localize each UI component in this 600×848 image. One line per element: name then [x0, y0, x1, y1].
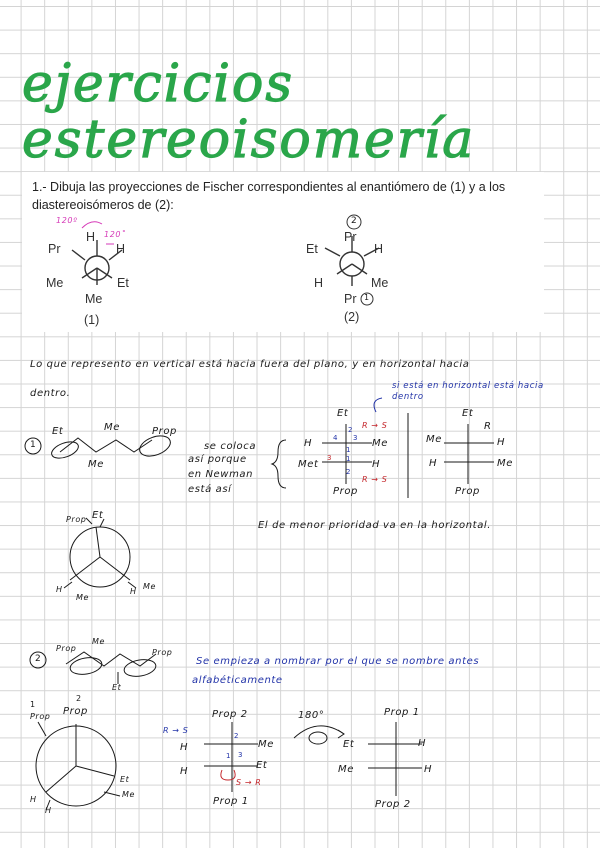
f1b-right-top: H: [497, 437, 506, 448]
n2-two: 2: [76, 694, 82, 703]
f2a-bottom: Prop 1: [213, 796, 249, 807]
n2-me: Me: [122, 790, 136, 799]
f1a-right-top: Me: [372, 438, 388, 449]
n1-et: Et: [92, 510, 104, 521]
mol2-me: Me: [371, 276, 389, 290]
part1-number: 1: [30, 440, 37, 450]
f2b-left-top: Et: [343, 739, 355, 750]
side-note-1: si está en horizontal está hacia: [392, 381, 544, 391]
part2-number: 2: [35, 654, 42, 664]
f2b-right-top: H: [418, 738, 427, 749]
side-note-2: dentro: [392, 392, 424, 402]
part1-zig-prop: Prop: [152, 426, 178, 437]
f2a-rs: R → S: [163, 726, 189, 735]
mol2-pr-top: Pr: [344, 230, 357, 244]
f1b-r: R: [484, 421, 492, 432]
mol1-label: (1): [84, 313, 100, 327]
f1a-top: Et: [337, 408, 349, 419]
mol1-angle-a: 120º: [56, 216, 78, 225]
mol1-me-bottom: Me: [85, 292, 103, 306]
part2-zig-prop-left: Prop: [56, 644, 77, 653]
f2a-n1: 1: [226, 752, 232, 760]
f2b-top: Prop 1: [384, 707, 420, 718]
n1-h-right: H: [130, 587, 137, 596]
f1b-right-bottom: Me: [497, 458, 513, 469]
part2-zig-prop-right: Prop: [152, 648, 173, 657]
f1a-n1: 2: [348, 426, 354, 434]
n1-prop: Prop: [66, 515, 87, 524]
f2b-right-bottom: H: [424, 764, 433, 775]
n2-h1: H: [30, 795, 37, 804]
mol1-et: Et: [117, 276, 129, 290]
f2a-n3: 3: [238, 751, 244, 759]
mol1-me-left: Me: [46, 276, 64, 290]
mol2-h-right: H: [374, 242, 384, 256]
f1a-n1b: 1: [346, 446, 352, 454]
f2a-top: Prop 2: [212, 709, 248, 720]
f2b-bottom: Prop 2: [375, 799, 411, 810]
mol2-circle-bottom: 1: [364, 293, 370, 302]
f2a-right-top: Me: [258, 739, 274, 750]
mol2-h-left: H: [314, 276, 324, 290]
f1a-left-bottom: Met: [298, 459, 319, 470]
part1-zig-me-top: Me: [104, 422, 120, 433]
part2-zig-et: Et: [112, 683, 122, 692]
colocation-4: está así: [188, 484, 232, 495]
n2-prop-left: Prop: [30, 712, 51, 721]
note-intro-2: dentro.: [30, 388, 71, 399]
n2-et: Et: [120, 775, 130, 784]
n2-h2: H: [45, 806, 52, 815]
f1a-n7: 3: [327, 454, 333, 462]
note-naming-1: Se empieza a nombrar por el que se nombre antes: [196, 656, 480, 667]
mol2-label: (2): [344, 310, 360, 324]
n1-me-right: Me: [143, 582, 157, 591]
f1b-left-top: Me: [426, 434, 442, 445]
n2-prop-top: Prop: [63, 706, 89, 717]
part2-zig-me: Me: [92, 637, 106, 646]
f1b-top: Et: [462, 408, 474, 419]
title-line-2: estereoisomería: [22, 110, 476, 170]
f2a-left-bottom: H: [180, 766, 189, 777]
f1a-n5: 1: [346, 455, 352, 463]
f1a-n4: 4: [333, 434, 339, 442]
mol1-pr: Pr: [48, 242, 61, 256]
f1a-n6: 2: [346, 468, 352, 476]
n1-h-left: H: [56, 585, 63, 594]
f2a-n2: 2: [234, 732, 240, 740]
note-intro-1: Lo que represento en vertical está hacia fuera del plano, y en horizontal hacia: [30, 359, 470, 370]
f1a-rs-bottom: R → S: [362, 475, 388, 484]
n1-me: Me: [76, 593, 90, 602]
f2a-right-bottom: Et: [256, 760, 268, 771]
f2b-left-bottom: Me: [338, 764, 354, 775]
colocation-3: en Newman: [188, 469, 254, 480]
n2-mark: 1: [30, 700, 36, 709]
f1a-bottom: Prop: [333, 486, 359, 497]
mol2-circle-top: 2: [351, 216, 358, 226]
mol2-pr-bottom: Pr: [344, 292, 357, 306]
f1a-n3: 3: [353, 434, 359, 442]
note-lowest-priority: El de menor prioridad va en la horizontal.: [258, 520, 492, 531]
exercise-statement: 1.- Dibuja las proyecciones de Fischer correspondientes al enantiómero de (1) y a los diastereoisómeros de (2):: [32, 180, 506, 212]
mol1-angle-b: 120˚: [104, 230, 126, 239]
part1-zig-me-bottom: Me: [88, 459, 104, 470]
mol1-front-h: H: [86, 230, 96, 244]
f1b-bottom: Prop: [455, 486, 481, 497]
colocation-1: se coloca: [204, 441, 257, 452]
f1a-rs-top: R → S: [362, 421, 388, 430]
mol2-et: Et: [306, 242, 318, 256]
part1-zig-et: Et: [52, 426, 64, 437]
title-line-1: ejercicios: [22, 54, 295, 114]
f1b-left-bottom: H: [429, 458, 438, 469]
colocation-2: así porque: [188, 454, 247, 465]
f1a-right-bottom: H: [372, 459, 381, 470]
mol1-h-right: H: [116, 242, 126, 256]
note-naming-2: alfabéticamente: [192, 675, 283, 686]
f1a-left-top: H: [304, 438, 313, 449]
rotation-label: 180°: [298, 710, 325, 721]
f2a-left-top: H: [180, 742, 189, 753]
f2a-sr: S → R: [236, 778, 262, 787]
